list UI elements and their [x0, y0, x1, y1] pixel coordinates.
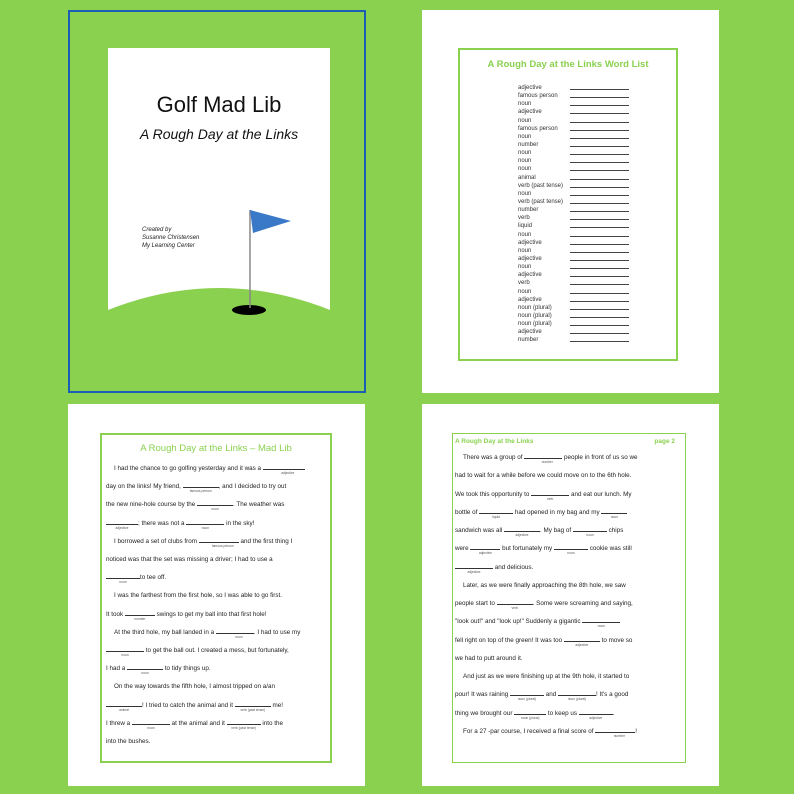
- word-list-row: [518, 336, 629, 344]
- credit-line: Created by: [142, 227, 172, 233]
- page-header: [453, 434, 685, 445]
- word-entry-blank[interactable]: [570, 157, 629, 163]
- word-type-label: number: [518, 337, 539, 344]
- word-type-label: animal: [518, 174, 536, 181]
- word-entry-blank[interactable]: [570, 206, 629, 212]
- word-entry-blank[interactable]: [570, 125, 629, 131]
- word-type-label: adjective: [518, 255, 542, 262]
- story-line: fell right on top of the green! It was too adjective to move so: [455, 632, 681, 650]
- word-type-label: noun (plural): [518, 304, 552, 311]
- word-list-row: [518, 182, 629, 190]
- blank-field[interactable]: number: [125, 607, 155, 616]
- word-list-page: [422, 10, 719, 393]
- word-type-label: verb: [518, 280, 530, 287]
- word-type-label: verb: [518, 215, 530, 222]
- word-entry-blank[interactable]: [570, 288, 629, 294]
- story-text-2: [453, 449, 685, 741]
- word-list-row: [518, 247, 629, 255]
- blank-field[interactable]: noun: [554, 541, 588, 550]
- word-list-row: [518, 149, 629, 157]
- word-entry-blank[interactable]: [570, 92, 629, 98]
- word-list-row: [518, 174, 629, 182]
- word-entry-blank[interactable]: [570, 165, 629, 171]
- story-line: On the way towards the fifth hole, I almost tripped on a/an: [114, 683, 276, 691]
- word-list-row: [518, 312, 629, 320]
- blank-field[interactable]: number: [595, 724, 635, 733]
- word-list-row: [518, 279, 629, 287]
- word-list-row: [518, 141, 629, 149]
- mad-lib-page-2: [422, 404, 719, 786]
- story-line: We took this opportunity to verb and eat our lunch. My: [455, 486, 681, 504]
- word-list-row: [518, 206, 629, 214]
- word-list-row: [518, 255, 629, 263]
- word-list-row: [518, 117, 629, 125]
- blank-field[interactable]: famous person: [199, 534, 239, 543]
- word-entry-blank[interactable]: [570, 279, 629, 285]
- word-entry-blank[interactable]: [570, 312, 629, 318]
- story-line: I had the chance to go golfing yesterday and it was a adjective: [106, 460, 324, 478]
- story-line: I had a noun to tidy things up.: [106, 660, 324, 678]
- blank-field[interactable]: noun: [601, 505, 627, 514]
- story-text: [102, 460, 330, 751]
- story-line: adjective ; there was not a noun in the sky!: [106, 515, 324, 533]
- page-header-title: A Rough Day at the Links: [455, 438, 534, 445]
- mad-lib-title: A Rough Day at the Links – Mad Lib: [140, 443, 292, 454]
- word-type-label: number: [518, 207, 539, 214]
- blank-field[interactable]: liquid: [479, 505, 513, 514]
- blank-field[interactable]: verb (past tense): [227, 716, 261, 725]
- word-entry-blank[interactable]: [570, 100, 629, 106]
- word-list-row: [518, 84, 629, 92]
- word-entry-blank[interactable]: [570, 149, 629, 155]
- word-type-label: famous person: [518, 125, 558, 132]
- word-type-label: verb (past tense): [518, 182, 564, 189]
- word-list-row: [518, 222, 629, 230]
- word-entry-blank[interactable]: [570, 231, 629, 237]
- word-list-row: [518, 100, 629, 108]
- story-line: thing we brought our noun (plural) to keep us adjective .: [455, 705, 681, 723]
- word-list: [518, 84, 629, 345]
- story-line: adjective and delicious.: [455, 559, 681, 577]
- word-list-title: A Rough Day at the Links Word List: [487, 59, 649, 70]
- word-type-label: noun: [518, 231, 532, 238]
- word-entry-blank[interactable]: [570, 141, 629, 147]
- story-line: There was a group of number people in front of us so we: [455, 449, 681, 467]
- blank-field[interactable]: noun: [106, 643, 144, 652]
- word-list-row: [518, 328, 629, 336]
- blank-field[interactable]: animal: [106, 698, 142, 707]
- word-type-label: noun: [518, 166, 532, 173]
- word-type-label: noun: [518, 101, 532, 108]
- blank-field[interactable]: adjective: [263, 461, 305, 470]
- word-type-label: famous person: [518, 93, 558, 100]
- word-entry-blank[interactable]: [570, 222, 629, 228]
- word-type-label: verb (past tense): [518, 198, 564, 205]
- word-entry-blank[interactable]: [570, 247, 629, 253]
- blank-field[interactable]: adjective: [470, 541, 500, 550]
- word-entry-blank[interactable]: [570, 263, 629, 269]
- word-type-label: adjective: [518, 239, 542, 246]
- story-line: noun to tee off.: [106, 569, 324, 587]
- word-list-row: [518, 263, 629, 271]
- word-type-label: noun: [518, 288, 532, 295]
- word-entry-blank[interactable]: [570, 304, 629, 310]
- story-line: I borrowed a set of clubs from famous person and the first thing I: [106, 533, 324, 551]
- mad-lib-frame: [100, 433, 332, 763]
- blank-field[interactable]: noun: [216, 625, 254, 634]
- blank-field[interactable]: noun: [197, 497, 233, 506]
- mad-lib-page-1: [68, 404, 365, 786]
- word-list-row: [518, 92, 629, 100]
- word-list-row: [518, 198, 629, 206]
- word-list-row: [518, 231, 629, 239]
- blank-field[interactable]: noun (plural): [514, 706, 546, 715]
- word-type-label: noun: [518, 247, 532, 254]
- word-list-row: [518, 157, 629, 165]
- cover-subtitle: A Rough Day at the Links: [139, 126, 299, 142]
- word-type-label: adjective: [518, 85, 542, 91]
- word-type-label: noun: [518, 158, 532, 165]
- blank-field[interactable]: adjective: [579, 706, 613, 715]
- story-line: Later, as we were finally approaching the 8th hole, we saw: [463, 581, 626, 589]
- blank-field[interactable]: number: [524, 450, 562, 459]
- word-entry-blank[interactable]: [570, 190, 629, 196]
- word-type-label: noun: [518, 264, 532, 271]
- word-entry-blank[interactable]: [570, 271, 629, 277]
- story-line: I threw a noun at the animal and it verb (past tense) into the: [106, 715, 324, 733]
- blank-field[interactable]: noun: [132, 716, 170, 725]
- credit-org: My Learning Center: [142, 243, 195, 249]
- story-line: animal ! I tried to catch the animal and it verb (past tense) me!: [106, 697, 324, 715]
- cover-page: [68, 10, 366, 393]
- story-line: At the third hole, my ball landed in a noun . I had to use my: [106, 624, 324, 642]
- story-line: noticed was that the set was missing a driver; I had to use a: [106, 556, 273, 564]
- story-line: sandwich was all adjective . My bag of noun chips: [455, 522, 681, 540]
- word-list-row: [518, 125, 629, 133]
- word-type-label: noun: [518, 133, 532, 140]
- word-type-label: adjective: [518, 272, 542, 279]
- word-entry-blank[interactable]: [570, 296, 629, 302]
- word-list-row: [518, 190, 629, 198]
- story-line: "look out!" and "look up!" Suddenly a gigantic noun: [455, 613, 681, 631]
- blank-field[interactable]: noun (plural): [558, 687, 596, 696]
- word-list-row: [518, 165, 629, 173]
- word-type-label: noun (plural): [518, 321, 552, 328]
- blank-field[interactable]: adjective: [504, 523, 540, 532]
- cover-credits: [142, 226, 199, 250]
- story-line: had to wait for a while before we could move on to the 6th hole.: [455, 472, 632, 480]
- word-list-row: [518, 288, 629, 296]
- blank-field[interactable]: adjective: [564, 633, 600, 642]
- story-line: pour! It was raining noun (plural) and noun (plural) ! It's a good: [455, 686, 681, 704]
- word-type-label: liquid: [518, 223, 533, 230]
- blank-field[interactable]: verb: [531, 487, 569, 496]
- story-line: were adjective but fortunately my noun cookie was still: [455, 540, 681, 558]
- word-entry-blank[interactable]: [570, 84, 629, 90]
- blank-field[interactable]: noun: [582, 614, 620, 623]
- story-line: into the bushes.: [106, 738, 151, 746]
- word-entry-blank[interactable]: [570, 214, 629, 220]
- blank-field[interactable]: noun: [573, 523, 607, 532]
- word-list-row: [518, 320, 629, 328]
- word-list-row: [518, 239, 629, 247]
- golf-flag-icon: [108, 48, 330, 316]
- word-entry-blank[interactable]: [570, 182, 629, 188]
- blank-field[interactable]: verb (past tense): [235, 698, 271, 707]
- word-entry-blank[interactable]: [570, 320, 629, 326]
- word-entry-blank[interactable]: [570, 117, 629, 123]
- word-type-label: adjective: [518, 296, 542, 303]
- word-type-label: noun: [518, 150, 532, 157]
- word-list-row: [518, 271, 629, 279]
- story-line: the new nine-hole course by the noun . The weather was: [106, 496, 324, 514]
- word-entry-blank[interactable]: [570, 239, 629, 245]
- story-line: For a 27 -par course, I received a final score of number !: [455, 723, 681, 741]
- story-line: And just as we were finishing up at the 9th hole, it started to: [463, 673, 630, 680]
- word-type-label: noun (plural): [518, 312, 552, 319]
- word-entry-blank[interactable]: [570, 336, 629, 342]
- word-entry-blank[interactable]: [570, 328, 629, 334]
- word-type-label: noun: [518, 117, 532, 124]
- word-list-frame: [458, 48, 678, 361]
- credit-author: Susanne Christensen: [142, 235, 200, 241]
- blank-field[interactable]: adjective: [106, 516, 138, 525]
- page-number: page 2: [654, 438, 675, 445]
- cover-title: Golf Mad Lib: [156, 92, 282, 117]
- word-entry-blank[interactable]: [570, 174, 629, 180]
- word-type-label: adjective: [518, 109, 542, 116]
- word-type-label: adjective: [518, 329, 542, 336]
- word-type-label: noun: [518, 190, 532, 197]
- word-entry-blank[interactable]: [570, 198, 629, 204]
- blank-field[interactable]: noun: [127, 661, 163, 670]
- word-list-row: [518, 108, 629, 116]
- story-line: we had to putt around it.: [455, 654, 523, 662]
- story-line: day on the links! My friend, famous person , and I decided to try out: [106, 478, 324, 496]
- word-list-row: [518, 296, 629, 304]
- blank-field[interactable]: noun (plural): [510, 687, 544, 696]
- word-list-row: [518, 133, 629, 141]
- blank-field[interactable]: noun: [106, 570, 140, 579]
- blank-field[interactable]: verb: [497, 596, 533, 605]
- story-line: noun to get the ball out. I created a mess, but fortunately,: [106, 642, 324, 660]
- word-list-row: [518, 304, 629, 312]
- mad-lib-frame-2: [452, 433, 686, 763]
- story-line: bottle of liquid had opened in my bag and my noun: [455, 504, 681, 522]
- blank-field[interactable]: famous person: [183, 479, 219, 488]
- blank-field[interactable]: adjective: [455, 560, 493, 569]
- story-line: I was the farthest from the first hole, so I was able to go first.: [114, 592, 282, 600]
- blank-field[interactable]: noun: [186, 516, 224, 525]
- word-entry-blank[interactable]: [570, 133, 629, 139]
- word-entry-blank[interactable]: [570, 255, 629, 261]
- story-line: It took number swings to get my ball into that first hole!: [106, 606, 324, 624]
- story-line: people start to verb . Some were screaming and saying,: [455, 595, 681, 613]
- word-type-label: number: [518, 141, 539, 148]
- cover-panel: [108, 48, 330, 316]
- word-entry-blank[interactable]: [570, 108, 629, 114]
- word-list-row: [518, 214, 629, 222]
